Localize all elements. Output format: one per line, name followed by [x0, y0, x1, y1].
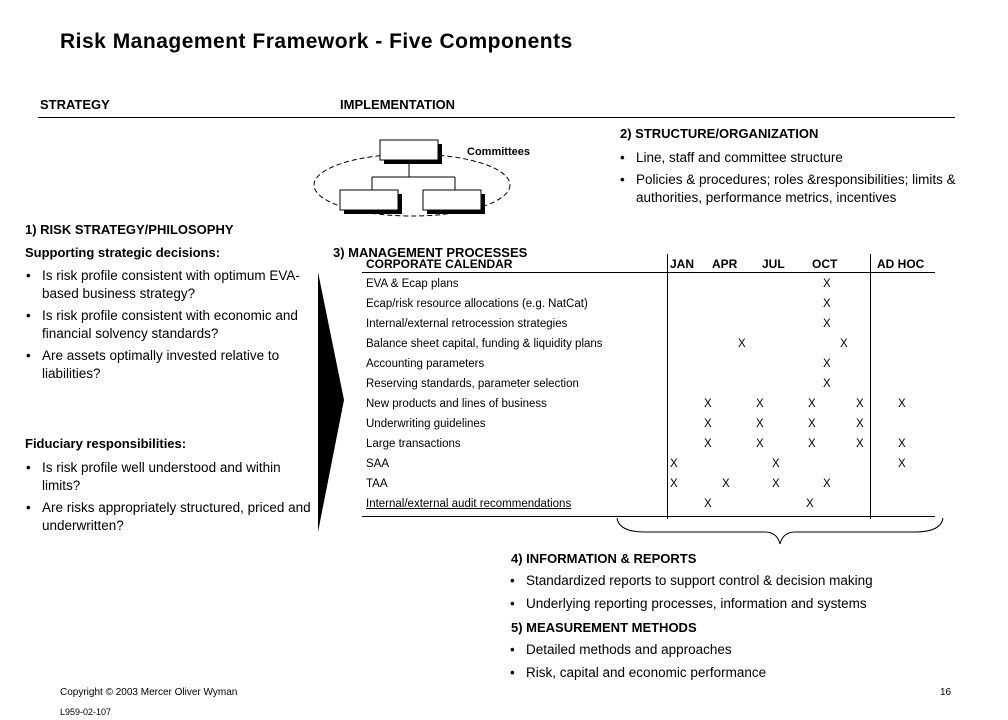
calendar-mark: X [808, 418, 816, 430]
col-header-jul: JUL [762, 257, 785, 271]
table-row [362, 476, 935, 496]
calendar-mark: X [722, 478, 730, 490]
org-box-left [340, 190, 398, 210]
table-row [362, 416, 935, 436]
list-item: • Are risks appropriately structured, priced and underwritten? [26, 500, 311, 533]
calendar-mark: X [856, 398, 864, 410]
list-item: • Standardized reports to support control & decision making [510, 573, 873, 588]
calendar-mark: X [756, 438, 764, 450]
list-item: • Is risk profile well understood and within limits? [26, 460, 281, 493]
list-item: • Underlying reporting processes, information and systems [510, 596, 867, 611]
col-header-oct: OCT [812, 257, 838, 271]
table-row [362, 456, 935, 476]
table-row [362, 376, 935, 396]
calendar-mark: X [670, 478, 678, 490]
list-item: • Policies & procedures; roles &responsibilities; limits & authorities, performance metrics, incentives [620, 172, 956, 205]
calendar-mark: X [808, 438, 816, 450]
table-row [362, 276, 935, 296]
calendar-row-label: Large transactions [366, 438, 461, 450]
calendar-row-label: Reserving standards, parameter selection [366, 378, 579, 390]
structure-heading: 2) STRUCTURE/ORGANIZATION [620, 126, 819, 141]
strategy-header: STRATEGY [40, 97, 110, 112]
table-row [362, 316, 935, 336]
calendar-mark: X [670, 458, 678, 470]
calendar-mark: X [704, 498, 712, 510]
structure-bullets [618, 149, 968, 207]
calendar-row-label: EVA & Ecap plans [366, 278, 459, 290]
page-title: Risk Management Framework - Five Components [60, 30, 573, 53]
calendar-row-label: Accounting parameters [366, 358, 485, 370]
committees-label: Committees [467, 146, 530, 158]
calendar-mark: X [898, 458, 906, 470]
list-item: • Risk, capital and economic performance [510, 665, 767, 680]
document-code: L959-02-107 [60, 707, 112, 717]
list-item: • Line, staff and committee structure [620, 150, 843, 165]
list-item: • Are assets optimally invested relative to liabilities? [26, 348, 280, 381]
calendar-mark: X [738, 338, 746, 350]
calendar-mark: X [856, 418, 864, 430]
calendar-row-label: SAA [366, 458, 390, 470]
strategy-sub1: Supporting strategic decisions: [25, 245, 221, 260]
copyright-text: Copyright © 2003 Mercer Oliver Wyman [60, 687, 238, 698]
table-row [362, 496, 935, 516]
calendar-mark: X [808, 398, 816, 410]
col-header-adhoc: AD HOC [877, 257, 925, 271]
table-row [362, 396, 935, 416]
calendar-row-label: Balance sheet capital, funding & liquidity plans [366, 338, 603, 350]
table-row [362, 336, 935, 356]
implementation-header: IMPLEMENTATION [340, 97, 456, 112]
col-header-apr: APR [712, 257, 738, 271]
org-box-right [423, 190, 481, 210]
information-heading: 4) INFORMATION & REPORTS [511, 551, 697, 566]
strategy-bullets1 [24, 267, 314, 383]
calendar-mark: X [856, 438, 864, 450]
calendar-row-label: Internal/external audit recommendations [366, 498, 572, 510]
corporate-calendar-table [362, 254, 935, 519]
calendar-row-label: Internal/external retrocession strategies [366, 318, 568, 330]
calendar-title: CORPORATE CALENDAR [366, 257, 513, 271]
calendar-mark: X [806, 498, 814, 510]
calendar-mark: X [898, 438, 906, 450]
table-row [362, 296, 935, 316]
calendar-mark: X [823, 278, 831, 290]
header-divider [38, 117, 955, 118]
calendar-mark: X [823, 478, 831, 490]
calendar-mark: X [704, 438, 712, 450]
calendar-row-label: Underwriting guidelines [366, 418, 486, 430]
calendar-mark: X [823, 358, 831, 370]
list-item: • Is risk profile consistent with optimum EVA-based business strategy? [26, 268, 300, 301]
org-box-top [380, 140, 438, 160]
calendar-mark: X [840, 338, 848, 350]
page-number: 16 [940, 687, 952, 698]
table-row [362, 356, 935, 376]
measurement-heading: 5) MEASUREMENT METHODS [511, 620, 697, 635]
information-bullets [508, 572, 968, 613]
calendar-mark: X [823, 298, 831, 310]
calendar-mark: X [898, 398, 906, 410]
calendar-row-label: Ecap/risk resource allocations (e.g. NatCat) [366, 298, 588, 310]
calendar-row-label: New products and lines of business [366, 398, 547, 410]
calendar-row-label: TAA [366, 478, 388, 490]
calendar-mark: X [756, 418, 764, 430]
strategy-sub2: Fiduciary responsibilities: [25, 436, 187, 451]
strategy-bullets2 [24, 459, 314, 535]
col-header-jan: JAN [670, 257, 695, 271]
calendar-mark: X [704, 398, 712, 410]
table-row [362, 436, 935, 456]
strategy-heading: 1) RISK STRATEGY/PHILOSOPHY [25, 222, 234, 237]
calendar-mark: X [823, 378, 831, 390]
list-item: • Is risk profile consistent with economic and financial solvency standards? [26, 308, 298, 341]
calendar-mark: X [823, 318, 831, 330]
measurement-bullets [508, 641, 968, 682]
calendar-mark: X [772, 478, 780, 490]
calendar-mark: X [772, 458, 780, 470]
brace-icon [615, 516, 945, 546]
calendar-mark: X [756, 398, 764, 410]
list-item: • Detailed methods and approaches [510, 642, 732, 657]
calendar-mark: X [704, 418, 712, 430]
strategy-to-implementation-arrow-icon [318, 272, 346, 534]
processes-heading: 3) MANAGEMENT PROCESSES [333, 245, 528, 260]
